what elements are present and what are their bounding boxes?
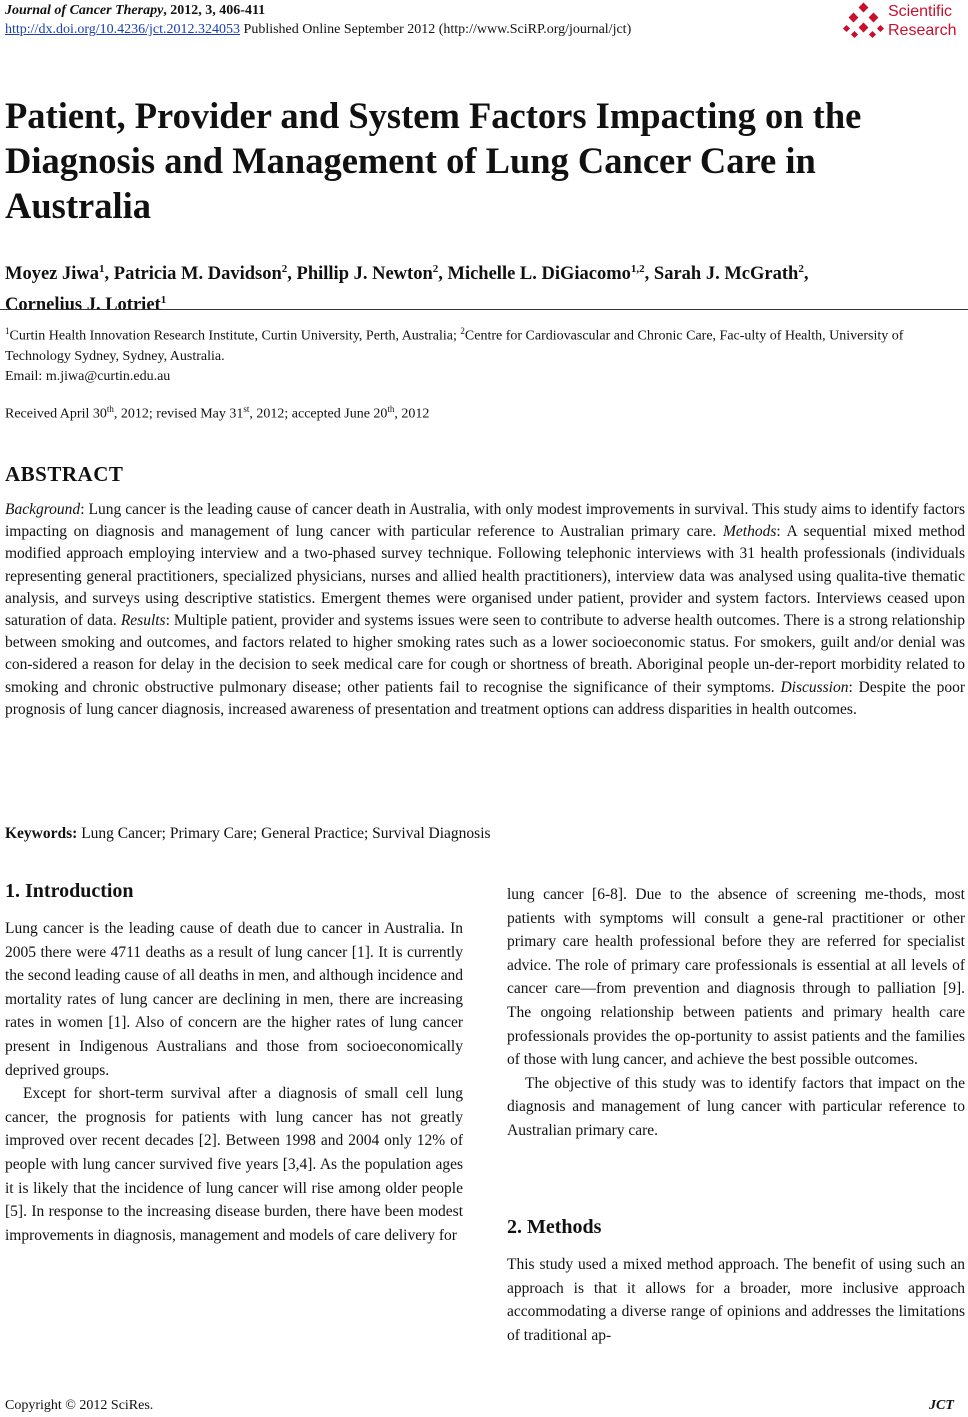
doi-link[interactable]: http://dx.doi.org/10.4236/jct.2012.324053 bbox=[5, 22, 241, 37]
right-column bbox=[507, 883, 965, 1143]
keywords-label: Keywords: bbox=[5, 825, 78, 842]
journal-volume-info: , 2012, 3, 406-411 bbox=[163, 3, 266, 18]
author: Michelle L. DiGiacomo$^{1,2}$, bbox=[447, 263, 654, 285]
publisher-name-line1: Scientific bbox=[888, 3, 953, 20]
publisher-logo-icon bbox=[842, 2, 886, 42]
abstract-heading: ABSTRACT bbox=[5, 462, 124, 486]
journal-abbreviation: JCT bbox=[929, 1398, 954, 1413]
left-column bbox=[5, 917, 463, 1247]
methods-paragraph-1: This study used a mixed method approach. The benefit of using such an approach is that it allows for a broader, more inclusive approach accommodating a diverse range of opinions and addresses the limitations of traditional ap- bbox=[507, 1256, 965, 1344]
keywords-text: Lung Cancer; Primary Care; General Practice; Survival Diagnosis bbox=[77, 825, 491, 842]
author: Sarah J. McGrath$^2$, bbox=[653, 263, 809, 285]
author: Phillip J. Newton$^2$, bbox=[296, 263, 448, 285]
scientific-research-logo bbox=[842, 2, 968, 42]
affiliation-marker: 2 bbox=[460, 326, 465, 336]
received-dates: Received April 30th, 2012; revised May 31st, 2012; accepted June 20th, 2012 bbox=[5, 404, 430, 422]
abstract-body: Background: Lung cancer is the leading cause of cancer death in Australia, with only modest improvements in survival. This study aims to identify factors impacting on diagnosis and management of lung cancer with particular reference to Australian primary care. Methods: A sequential mixed method modified approach employing interview and a two-phased survey technique. Following telephonic interviews with 31 health professionals (individuals representing general practitioners, specialized physicians, nurses and allied health practitioners), interview data was analysed using qualita-tive thematic analysis, and surveys using descriptive statistics. Emergent themes were organised under patient, provider and system factors. Interviews ceased upon saturation of data. Results: Multiple patient, provider and systems issues were seen to contribute to adverse health outcomes. There is a strong relationship between smoking and outcomes, and factors related to higher smoking rates such as a lower socioeconomic status. For smokers, guilt and/or denial was con-sidered a reason for delay in the decision to seek medical care for cough or shortness of breath. Aboriginal people un-der-report morbidity related to smoking and chronic obstructive pulmonary disease; other patients fail to recognise the significance of their symptoms. Discussion: Despite the poor prognosis of lung cancer diagnosis, increased awareness of presentation and treatment options can address disparities in health outcomes. bbox=[5, 501, 965, 718]
journal-header bbox=[5, 3, 265, 19]
copyright-footer: Copyright © 2012 SciRes. bbox=[5, 1398, 154, 1413]
intro-paragraph-3: lung cancer [6-8]. Due to the absence of screening me-thods, most patients with symptoms will consult a gene-ral practitioner or other primary care health professional before they are referred for specialist advice. The role of primary care professionals is essential at all levels of cancer care—from prevention and diagnosis through to palliation [9]. The ongoing relationship between patients and primary health care professionals provides the op-portunity to assist patients and the families of those with lung cancer, and achieve the best possible outcomes. bbox=[507, 886, 965, 1069]
published-online-text: Published Online September 2012 (http://www.SciRP.org/journal/jct) bbox=[240, 22, 632, 37]
affiliation-1: Curtin Health Innovation Research Institute, Curtin University, Perth, Australia; bbox=[9, 328, 461, 344]
affiliations bbox=[5, 321, 965, 387]
abstract-label-background: Background bbox=[5, 501, 81, 518]
section-heading-methods: 2. Methods bbox=[507, 1216, 602, 1238]
section-heading-introduction: 1. Introduction bbox=[5, 880, 134, 902]
intro-paragraph-2: Except for short-term survival after a diagnosis of small cell lung cancer, the prognosis for patients with lung cancer has not greatly improved over recent decades [2]. Between 1998 and 2004 only 12% of people with lung cancer survived five years [3,4]. As the population ages it is likely that the incidence of lung cancer will rise among older people [5]. In response to the increasing disease burden, there have been modest improvements in diagnosis, management and models of care delivery for bbox=[5, 1085, 463, 1244]
abstract-label-methods: Methods bbox=[722, 523, 777, 541]
author: Patricia M. Davidson$^2$, bbox=[113, 263, 297, 285]
contact-email: Email: m.jiwa@curtin.edu.au bbox=[5, 368, 171, 384]
publisher-name-line2: Research bbox=[888, 22, 957, 39]
intro-paragraph-4: The objective of this study was to identify factors that impact on the diagnosis and management of lung cancer with particular reference to Australian primary care. bbox=[507, 1074, 965, 1139]
publisher-name bbox=[888, 2, 956, 40]
abstract-label-results: Results bbox=[120, 612, 166, 630]
methods-column bbox=[507, 1253, 965, 1347]
affiliation-2: Centre for Cardiovascular and Chronic Care, Fac-ulty of Health, University of Technology Sydney, Sydney, Australia. bbox=[5, 328, 904, 364]
doi-line bbox=[5, 22, 631, 38]
author: Moyez Jiwa$^1$, bbox=[5, 263, 114, 285]
author: Cornelius J. Lotriet$^1$ bbox=[5, 294, 167, 316]
abstract-label-discussion: Discussion bbox=[780, 678, 849, 696]
article-title: Patient, Provider and System Factors Impacting on the Diagnosis and Management of Lung Cancer Care in Australia bbox=[5, 95, 862, 226]
journal-name: Journal of Cancer Therapy bbox=[5, 3, 164, 18]
header-divider bbox=[0, 309, 968, 310]
intro-paragraph-1: Lung cancer is the leading cause of death due to cancer in Australia. In 2005 there were 4711 deaths as a result of lung cancer [1]. It is currently the second leading cause of all deaths in men, and although incidence and mortality rates of lung cancer are declining in men, there are increasing rates in women [1]. Also of concern are the higher rates of lung cancer present in Indigenous Australians and those from socioeconomically deprived groups. bbox=[5, 920, 463, 1079]
affiliation-marker: 1 bbox=[5, 326, 10, 336]
keywords bbox=[5, 825, 491, 843]
